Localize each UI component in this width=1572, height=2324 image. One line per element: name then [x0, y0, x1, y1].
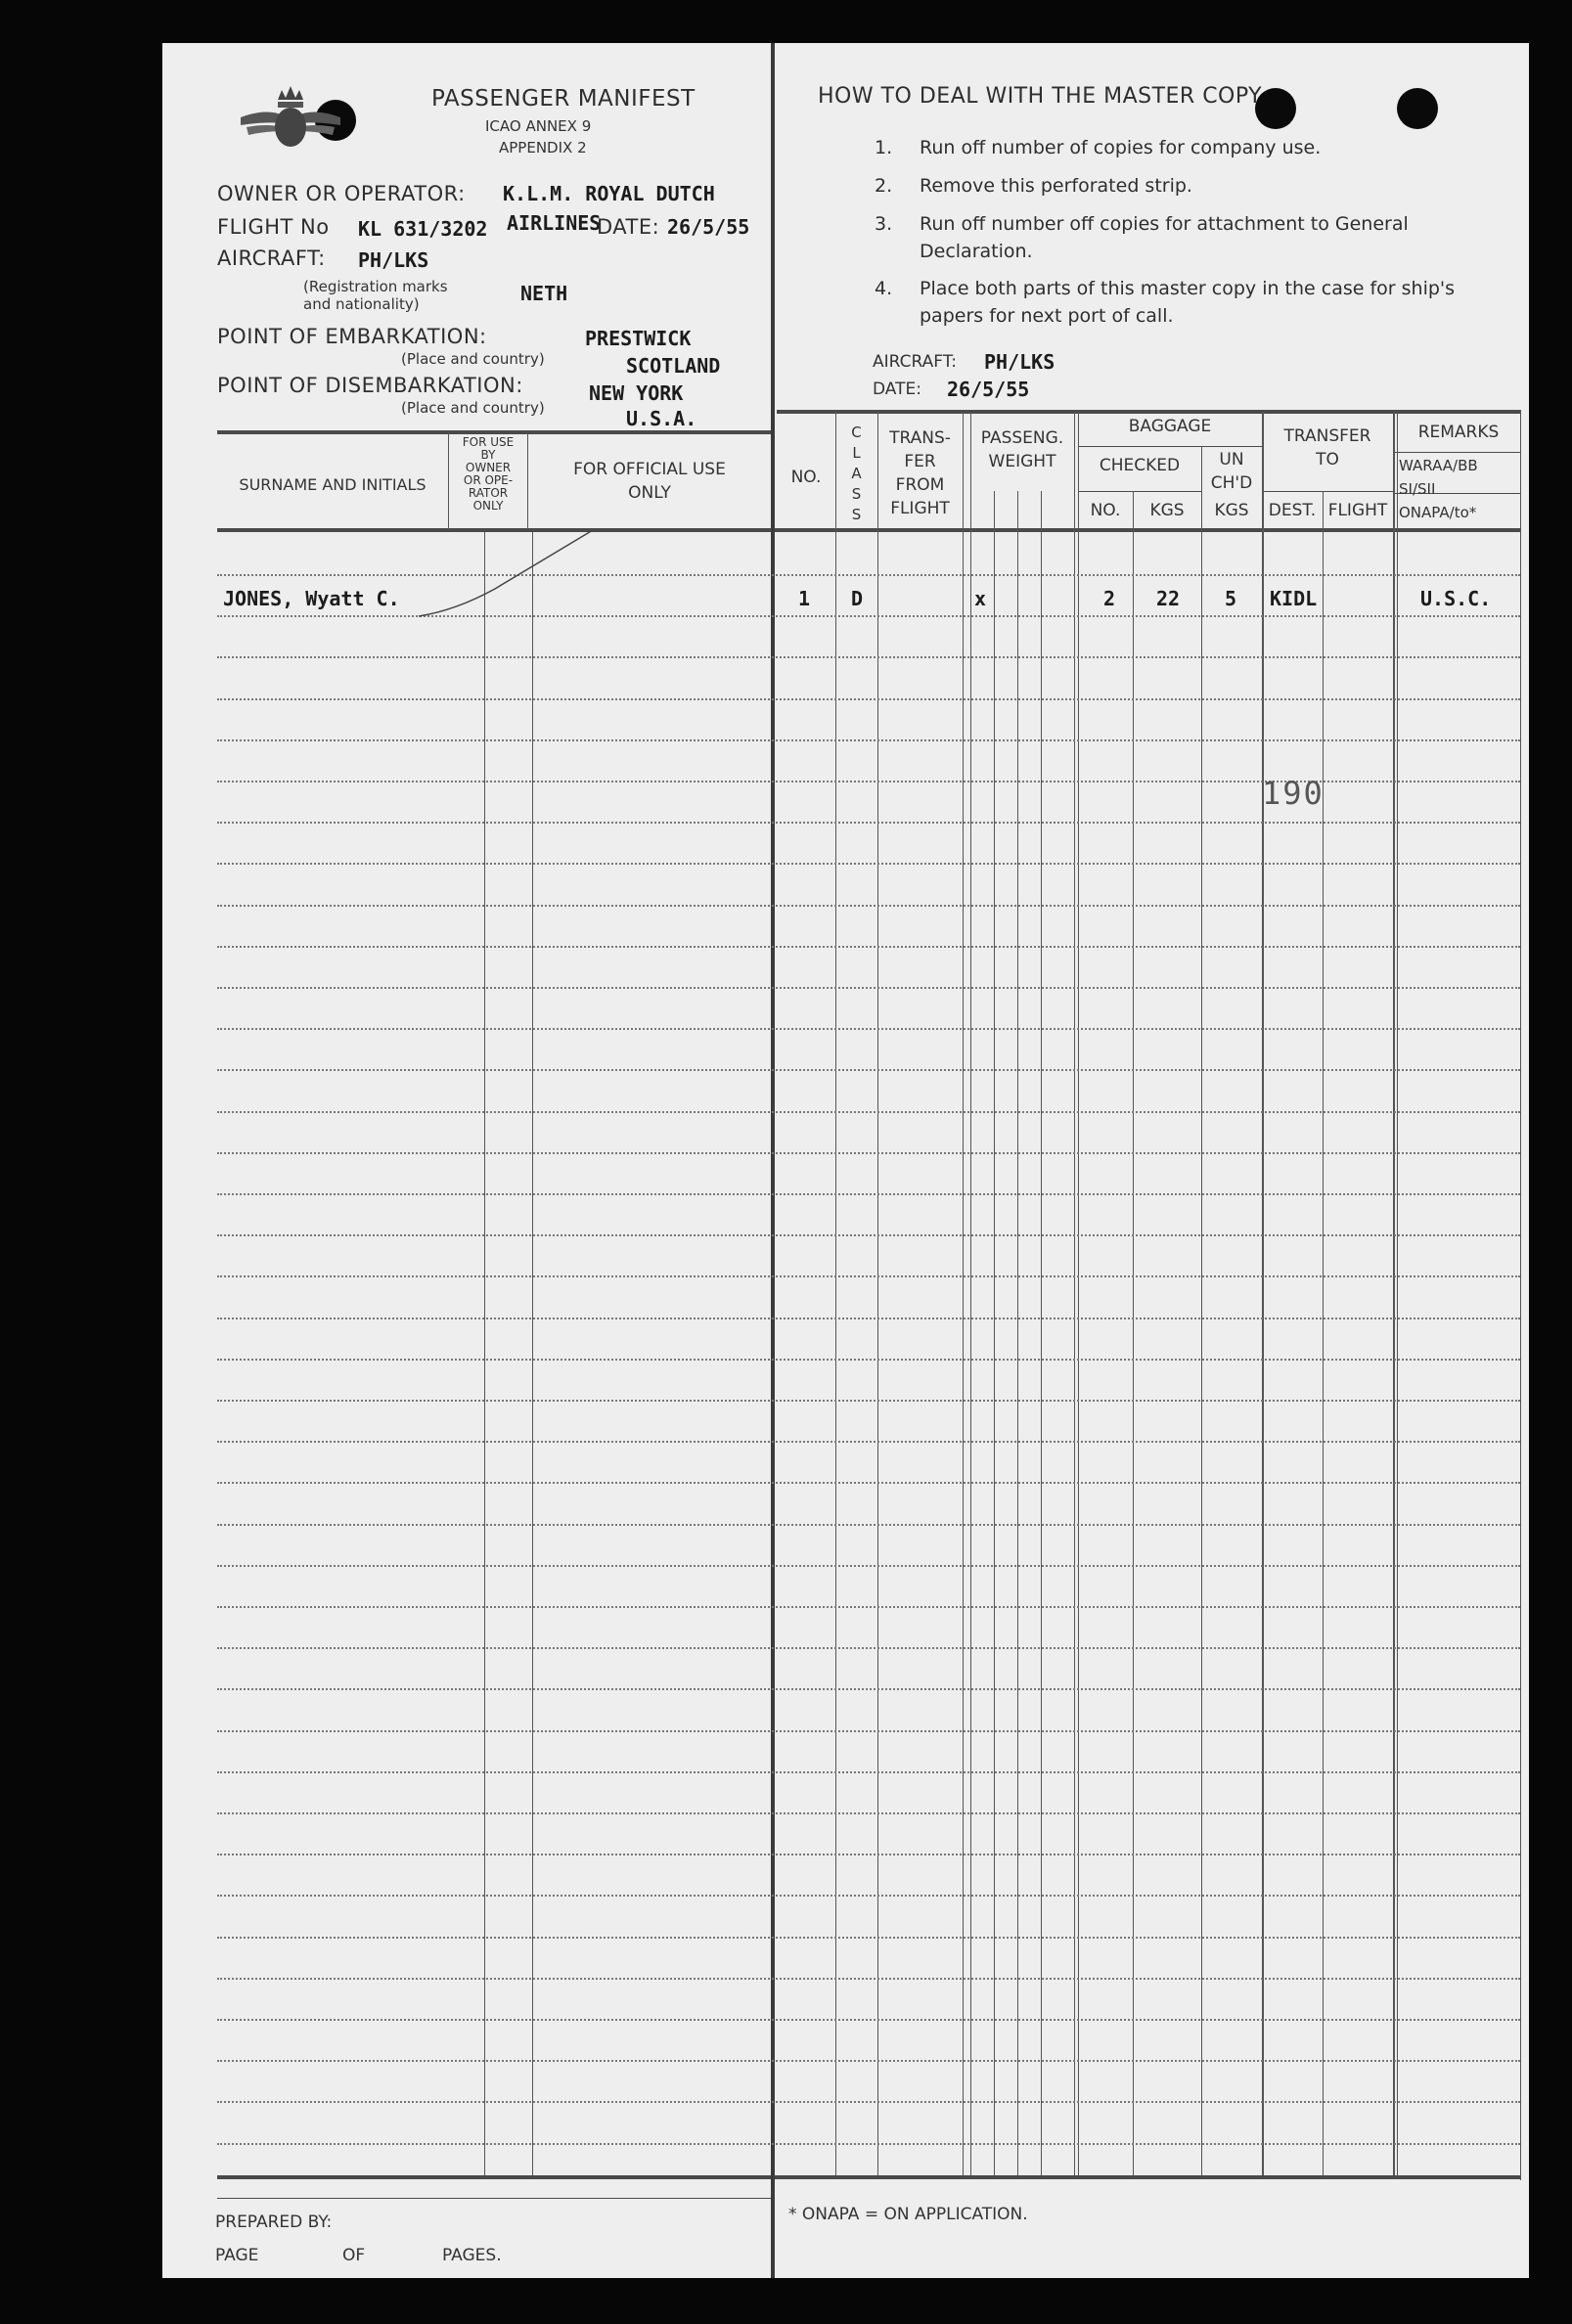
disembarkation-value: NEW YORK [589, 381, 684, 405]
master-copy-heading: HOW TO DEAL WITH THE MASTER COPY [818, 84, 1263, 109]
col-class-letter: S [851, 485, 862, 503]
date-label: DATE: [597, 215, 660, 239]
col-bag-kgs: KGS [1149, 501, 1185, 520]
passenger-remarks: U.S.C. [1420, 587, 1492, 610]
ruled-line [217, 987, 1520, 989]
ruled-line [217, 1152, 1520, 1154]
col-unchd-line: CH'D [1210, 473, 1253, 493]
step-text: Place both parts of this master copy in the case for ship's [920, 278, 1456, 299]
disembarkation-country: U.S.A. [626, 407, 697, 430]
manifest-title: PASSENGER MANIFEST [431, 86, 696, 112]
ruled-line [217, 1318, 1520, 1319]
col-passeng-weight [970, 426, 1074, 473]
of-label: OF [342, 2246, 366, 2265]
ruled-line [217, 822, 1520, 824]
col-owner-use-line: RATOR [468, 486, 509, 500]
flight-value: KL 631/3202 [358, 217, 488, 241]
col-owner-use-line: FOR USE [462, 435, 515, 449]
ruled-line [217, 905, 1520, 907]
col-checked: CHECKED [1099, 456, 1181, 475]
col-bag-no: NO. [1090, 501, 1121, 520]
ruled-line [217, 1688, 1520, 1690]
transfer-dest: KIDL [1270, 587, 1318, 610]
registration-note: and nationality) [303, 295, 420, 313]
col-transfer-to [1262, 425, 1393, 471]
aircraft-value: PH/LKS [358, 248, 429, 272]
col-unchd [1201, 448, 1262, 495]
strip-aircraft-label: AIRCRAFT: [873, 352, 957, 372]
passenger-name: JONES, Wyatt C. [223, 587, 400, 610]
ruled-line [217, 1028, 1520, 1030]
margin-number: 190 [1262, 775, 1325, 812]
col-owner-use-line: ONLY [472, 499, 504, 513]
col-owner-use-line: OR OPE- [463, 473, 514, 487]
ruled-line [217, 1565, 1520, 1567]
passenger-number: 1 [798, 587, 811, 610]
registration-note: (Registration marks [303, 278, 448, 295]
owner-value-cont: AIRLINES [507, 211, 602, 235]
ruled-line [217, 781, 1520, 782]
step-text: papers for next port of call. [920, 305, 1174, 327]
col-owner-use-line: BY [480, 448, 496, 462]
step-number: 2. [875, 175, 893, 197]
col-baggage: BAGGAGE [1128, 417, 1212, 436]
col-class-letter: C [851, 424, 862, 441]
ruled-line [217, 1524, 1520, 1526]
unchecked-kgs: 5 [1225, 587, 1237, 610]
step-number: 3. [875, 213, 893, 235]
onapa-note: * ONAPA = ON APPLICATION. [788, 2205, 1028, 2224]
ruled-line [217, 1359, 1520, 1361]
ruled-line [217, 863, 1520, 865]
nationality-value: NETH [520, 282, 568, 305]
col-official-use-line: ONLY [628, 483, 671, 503]
appendix-label: APPENDIX 2 [499, 139, 587, 156]
ruled-line [217, 1606, 1520, 1608]
col-surname: SURNAME AND INITIALS [239, 475, 427, 494]
col-weight-line: WEIGHT [988, 452, 1056, 471]
passenger-class: D [851, 587, 864, 610]
col-class-letter: A [851, 465, 862, 482]
place-note: (Place and country) [401, 350, 545, 368]
owner-label: OWNER OR OPERATOR: [217, 182, 466, 205]
ruled-line [217, 1400, 1520, 1402]
step-number: 4. [875, 278, 893, 299]
col-number: NO. [790, 468, 822, 487]
strip-date-label: DATE: [873, 380, 921, 399]
ruled-line [217, 1937, 1520, 1939]
owner-value: K.L.M. ROYAL DUTCH [503, 182, 715, 205]
manifest-sheet [162, 43, 1529, 2278]
aircraft-label: AIRCRAFT: [217, 246, 326, 270]
place-note: (Place and country) [401, 399, 545, 417]
embarkation-label: POINT OF EMBARKATION: [217, 325, 487, 348]
step-text: Run off number of copies for company use. [920, 137, 1322, 158]
col-transfer-from-line: TRANS- [889, 428, 951, 448]
check-stroke [162, 43, 788, 669]
baggage-kgs: 22 [1156, 587, 1181, 610]
ruled-line [217, 1441, 1520, 1443]
page-label: PAGE [215, 2246, 259, 2265]
ruled-line [217, 2101, 1520, 2103]
ruled-line [217, 1069, 1520, 1071]
remarks-code: ONAPA/to* [1399, 504, 1477, 521]
remarks-code: WARAA/BB [1399, 457, 1478, 474]
ruled-line [217, 2143, 1520, 2145]
ruled-line [217, 698, 1520, 700]
col-unchd-line: UN [1219, 450, 1244, 469]
col-transfer-from-line: FER [904, 452, 936, 471]
icao-annex: ICAO ANNEX 9 [485, 117, 592, 135]
strip-aircraft-value: PH/LKS [984, 350, 1055, 374]
col-dest: DEST. [1268, 501, 1317, 520]
ruled-line [217, 2060, 1520, 2062]
ruled-line [217, 1193, 1520, 1195]
ruled-line [217, 1730, 1520, 1732]
col-class [835, 423, 877, 525]
ruled-line [217, 1111, 1520, 1113]
ruled-line [217, 1895, 1520, 1897]
flight-label: FLIGHT No [217, 215, 330, 239]
col-transfer-to-line: TRANSFER [1283, 426, 1371, 446]
ruled-line [217, 1275, 1520, 1277]
col-remarks-codes [1399, 454, 1516, 524]
ruled-line [217, 1854, 1520, 1855]
col-flight: FLIGHT [1327, 501, 1388, 520]
col-unchd-kgs: KGS [1214, 501, 1249, 520]
col-class-letter: L [852, 444, 861, 462]
col-remarks: REMARKS [1417, 423, 1500, 442]
step-number: 1. [875, 137, 893, 158]
col-transfer-from [877, 426, 963, 520]
passenger-weight: x [974, 587, 987, 610]
prepared-by-label: PREPARED BY: [215, 2212, 333, 2232]
pages-label: PAGES. [442, 2246, 502, 2265]
col-weight-line: PASSENG. [980, 428, 1064, 448]
ruled-line [217, 1771, 1520, 1773]
col-transfer-from-line: FLIGHT [890, 499, 950, 518]
ruled-line [217, 1978, 1520, 1980]
embarkation-country: SCOTLAND [626, 354, 721, 378]
date-value: 26/5/55 [667, 215, 750, 239]
col-official-use-line: FOR OFFICIAL USE [573, 460, 726, 479]
ruled-line [217, 1647, 1520, 1649]
ruled-line [217, 739, 1520, 741]
disembarkation-label: POINT OF DISEMBARKATION: [217, 374, 523, 397]
ruled-line [217, 1234, 1520, 1236]
col-owner-use-line: OWNER [465, 461, 512, 474]
step-text: Remove this perforated strip. [920, 175, 1192, 197]
col-transfer-to-line: TO [1316, 450, 1339, 469]
baggage-pieces: 2 [1103, 587, 1116, 610]
ruled-line [217, 1482, 1520, 1484]
embarkation-value: PRESTWICK [585, 327, 692, 350]
col-class-letter: S [851, 506, 862, 523]
col-transfer-from-line: FROM [895, 475, 945, 495]
strip-date-value: 26/5/55 [947, 378, 1030, 401]
step-text: Declaration. [920, 241, 1033, 262]
punch-hole [1397, 88, 1438, 129]
ruled-line [217, 2019, 1520, 2021]
step-text: Run off number off copies for attachment to General [920, 213, 1409, 235]
ruled-line [217, 1812, 1520, 1814]
remarks-code: SI/SII [1399, 480, 1436, 498]
ruled-line [217, 946, 1520, 948]
